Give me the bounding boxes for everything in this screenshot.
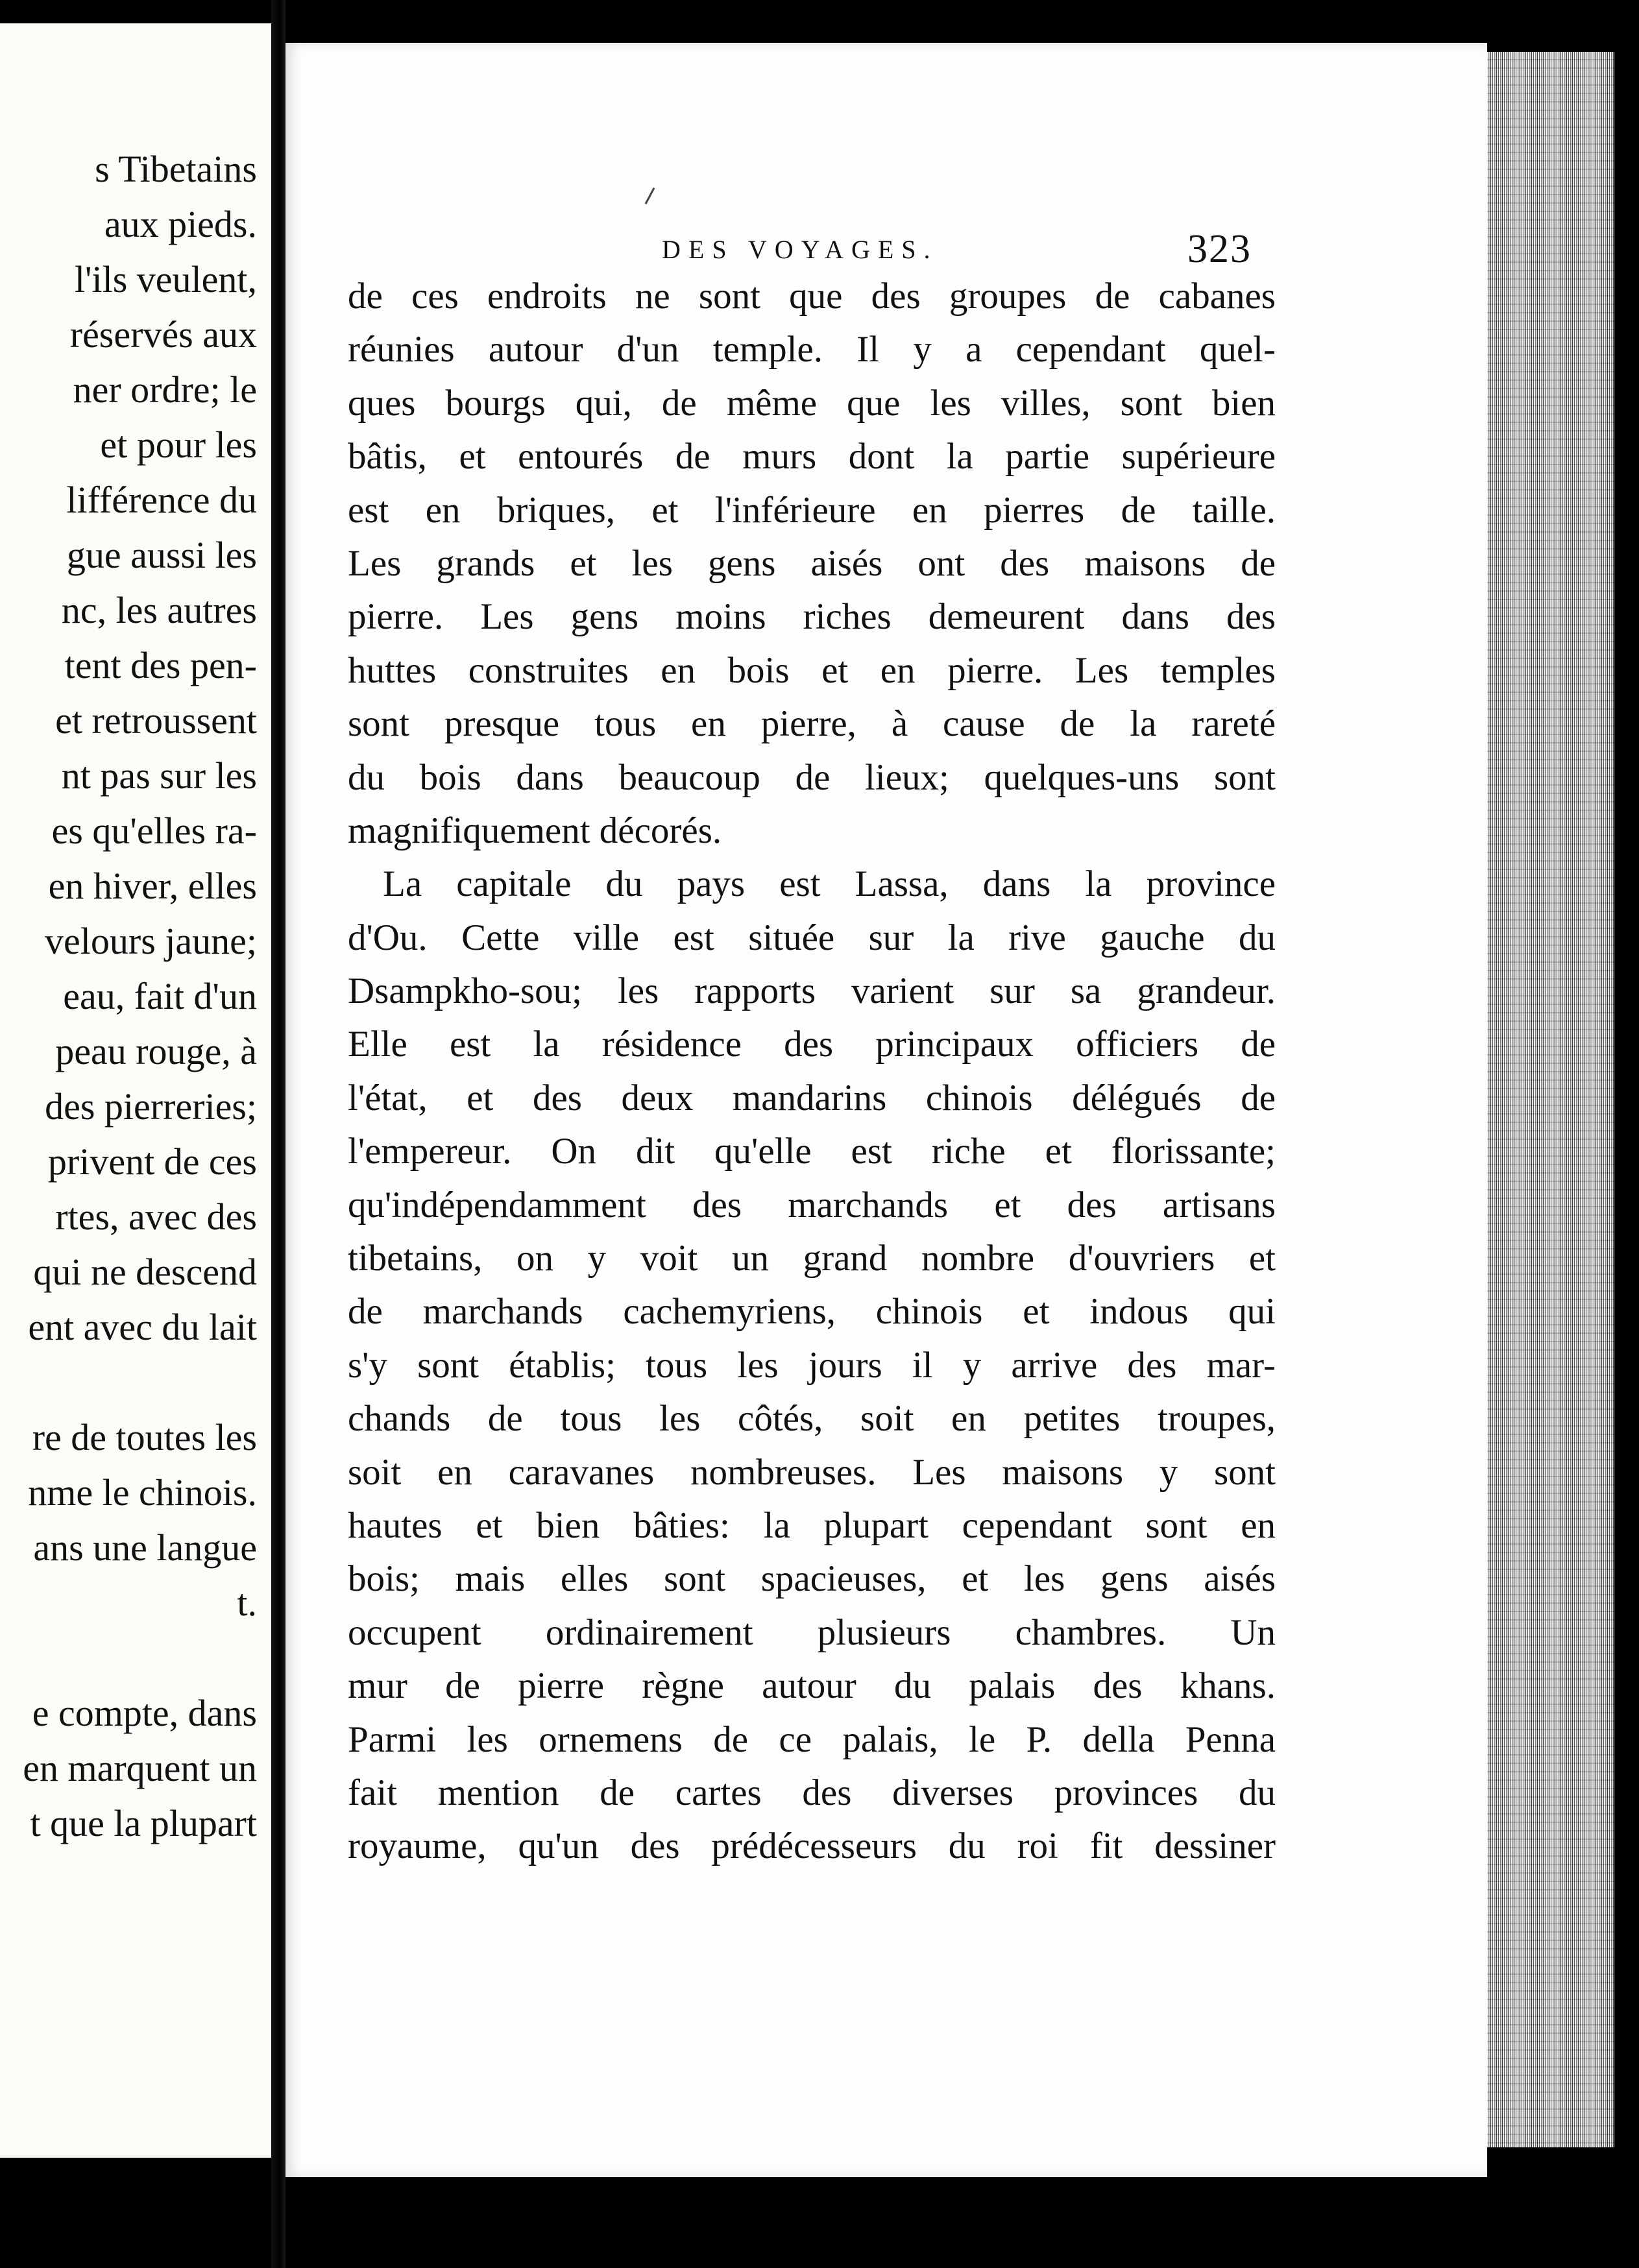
text-line: chands de tous les côtés, soit en petites troupes, (348, 1398, 1276, 1440)
left-line: peau rouge, à (55, 1030, 257, 1072)
left-line: ent avec du lait (28, 1306, 257, 1348)
left-line: en hiver, elles (48, 865, 257, 907)
left-line: des pierreries; (45, 1085, 257, 1128)
page-number: 323 (1187, 227, 1252, 271)
body-text (348, 270, 1276, 1874)
text-line: occupent ordinairement plusieurs chambres. Un (348, 1611, 1276, 1653)
right-page (285, 43, 1487, 2177)
running-head (285, 227, 1487, 273)
book-fore-edge (1487, 52, 1614, 2147)
text-line: est en briques, et l'inférieure en pierres de taille. (348, 489, 1276, 531)
text-line: mur de pierre règne autour du palais des khans. (348, 1665, 1276, 1707)
left-line: qui ne descend (33, 1251, 257, 1293)
text-line: hautes et bien bâties: la plupart cependant sont en (348, 1504, 1276, 1546)
text-line: magnifiquement décorés. (348, 810, 722, 851)
left-line: tent des pen- (64, 644, 257, 686)
left-line: nt pas sur les (61, 754, 257, 797)
text-line: du bois dans beaucoup de lieux; quelques-uns sont (348, 756, 1276, 798)
left-line: eau, fait d'un (63, 975, 257, 1017)
left-line: gue aussi les (66, 534, 257, 576)
left-line: es qu'elles ra- (51, 810, 257, 852)
left-line: l'ils veulent, (74, 258, 257, 300)
stray-pen-mark (645, 187, 655, 204)
text-line: soit en caravanes nombreuses. Les maisons y sont (348, 1451, 1276, 1493)
left-line: ans une langue (33, 1526, 257, 1569)
left-line: privent de ces (47, 1140, 257, 1183)
text-line: qu'indépendamment des marchands et des artisans (348, 1184, 1276, 1225)
text-line: royaume, qu'un des prédécesseurs du roi fit dessiner (348, 1826, 1276, 1867)
text-line: l'empereur. On dit qu'elle est riche et florissante; (348, 1131, 1276, 1172)
left-line: en marquent un (23, 1747, 257, 1789)
left-line: rtes, avec des (55, 1196, 257, 1238)
left-line: lifférence du (66, 479, 257, 521)
text-line: bois; mais elles sont spacieuses, et les gens aisés (348, 1558, 1276, 1600)
text-line: Parmi les ornemens de ce palais, le P. della Penna (348, 1719, 1276, 1760)
left-line: e compte, dans (32, 1692, 257, 1734)
book-gutter (271, 0, 285, 2268)
left-page-fragment (0, 23, 273, 2158)
left-line: nme le chinois. (28, 1471, 257, 1514)
paragraph-start-line: La capitale du pays est Lassa, dans la province (383, 863, 1276, 905)
left-line: et pour les (100, 424, 257, 466)
running-title: DES VOYAGES. (662, 235, 938, 264)
text-line: fait mention de cartes des diverses provinces du (348, 1772, 1276, 1813)
left-line: re de toutes les (32, 1416, 257, 1458)
left-line: aux pieds. (104, 203, 257, 245)
left-line: nc, les autres (61, 589, 257, 631)
text-line: tibetains, on y voit un grand nombre d'ouvriers et (348, 1238, 1276, 1279)
text-line: huttes construites en bois et en pierre. Les temples (348, 649, 1276, 691)
text-line: réunies autour d'un temple. Il y a cependant quel- (348, 329, 1276, 370)
text-line: Dsampkho-sou; les rapports varient sur sa grandeur. (348, 971, 1276, 1012)
left-line: s Tibetains (95, 148, 257, 190)
text-line: l'état, et des deux mandarins chinois délégués de (348, 1077, 1276, 1118)
left-line: réservés aux (69, 313, 257, 356)
left-line: ner ordre; le (73, 368, 257, 411)
text-line: pierre. Les gens moins riches demeurent dans des (348, 596, 1276, 638)
left-line: t. (237, 1582, 257, 1624)
text-line: Les grands et les gens aisés ont des maisons de (348, 542, 1276, 584)
text-line: sont presque tous en pierre, à cause de la rareté (348, 703, 1276, 745)
left-line: et retroussent (55, 699, 257, 742)
text-line: d'Ou. Cette ville est située sur la rive gauche du (348, 917, 1276, 958)
text-line: s'y sont établis; tous les jours il y arrive des mar- (348, 1344, 1276, 1386)
text-line: ques bourgs qui, de même que les villes, sont bien (348, 382, 1276, 424)
left-line: velours jaune; (45, 920, 257, 962)
text-line: de ces endroits ne sont que des groupes de cabanes (348, 276, 1276, 317)
left-line: t que la plupart (30, 1802, 257, 1844)
text-line: bâtis, et entourés de murs dont la partie supérieure (348, 436, 1276, 477)
text-line: de marchands cachemyriens, chinois et indous qui (348, 1291, 1276, 1333)
text-line: Elle est la résidence des principaux officiers de (348, 1024, 1276, 1065)
